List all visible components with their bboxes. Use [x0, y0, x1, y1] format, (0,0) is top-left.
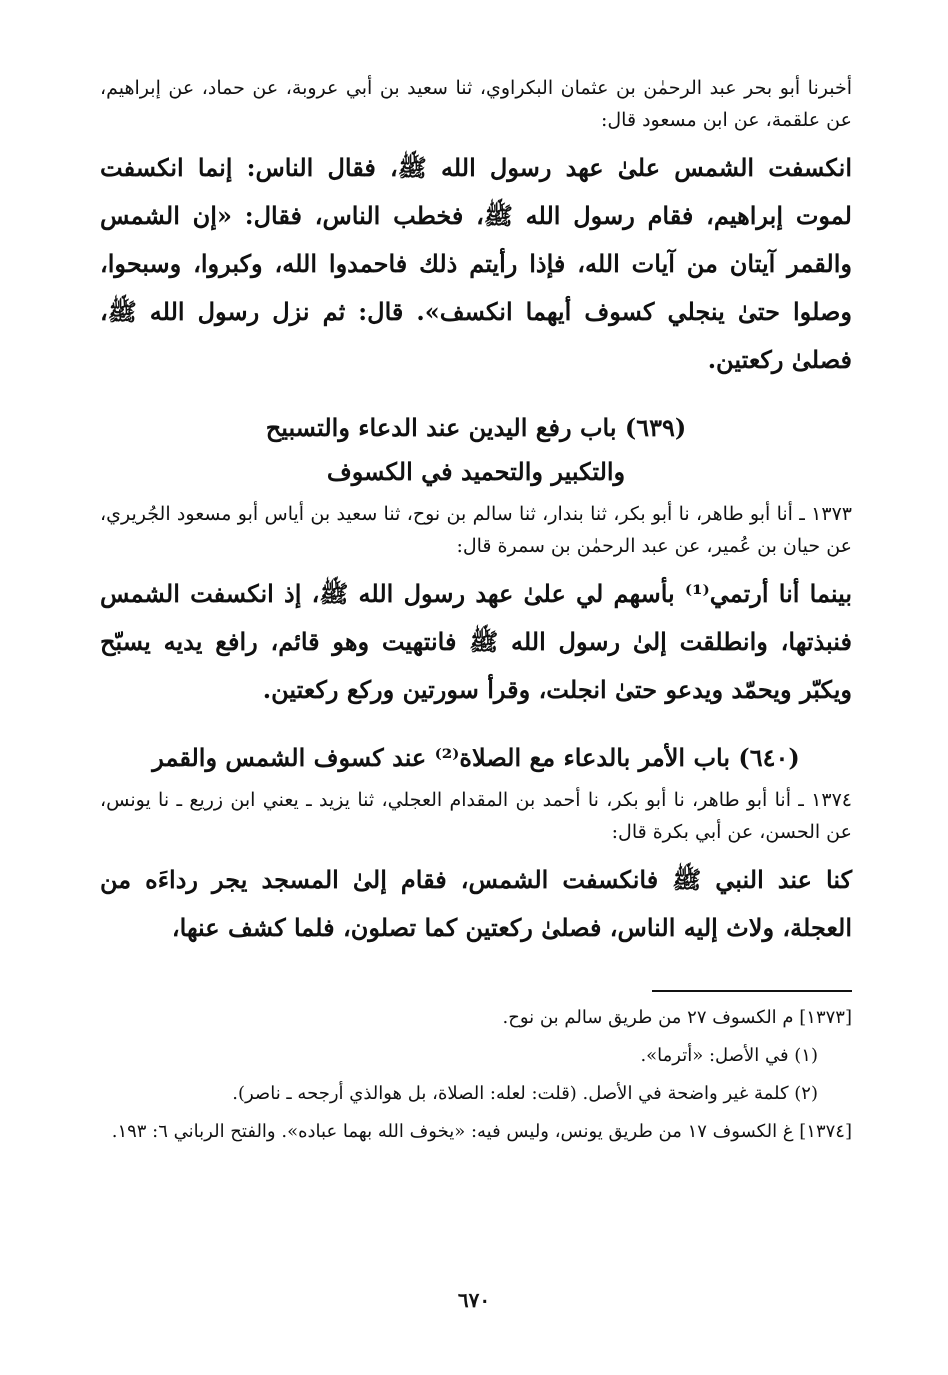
- hadith-1373-matn: بينما أنا أرتمي⁽¹⁾ بأسهم لي علىٰ عهد رسول الله ﷺ، إذ انكسفت الشمس فنبذتها، وانطلقت إلىٰ رسول الله ﷺ فانتهيت وهو قائم، رافع يديه يسبّح ويكبّر ويحمّد ويدعو حتىٰ انجلت، وقرأ سورتين وركع ركعتين.: [100, 579, 852, 704]
- page-number: ٦٧٠: [457, 1288, 491, 1312]
- footnote-2: (٢) كلمة غير واضحة في الأصل. (قلت: لعله: الصلاة، بل هوالذي أرجحه ـ ناصر).: [232, 1083, 818, 1104]
- hadith-1374-isnad: ١٣٧٤ ـ أنا أبو طاهر، نا أبو بكر، نا أحمد بن المقدام العجلي، ثنا يزيد ـ يعني ابن زريع ـ نا يونس، عن الحسن، عن أبي بكرة قال:: [100, 789, 852, 843]
- footnote-ref-1373: [١٣٧٣] م الكسوف ٢٧ من طريق سالم بن نوح.: [502, 1007, 852, 1028]
- book-page: [100, 72, 852, 1154]
- hadith-1373-isnad: ١٣٧٣ ـ أنا أبو طاهر، نا أبو بكر، ثنا بندار، ثنا سالم بن نوح، ثنا سعيد بن أياس أبو مسعود الجُريري، عن حيان بن عُمير، عن عبد الرحمٰن بن سمرة قال:: [100, 503, 852, 557]
- footnote-ref-1374: [١٣٧٤] غ الكسوف ١٧ من طريق يونس، وليس فيه: «يخوف الله بهما عباده». والفتح الرباني ٦: ١٩٣.: [111, 1121, 852, 1142]
- footnote-divider: [652, 990, 852, 992]
- footnote-1: (١) في الأصل: «أترما».: [640, 1045, 818, 1066]
- chapter-640-heading: [100, 736, 852, 780]
- hadith-1374-matn: كنا عند النبي ﷺ فانكسفت الشمس، فقام إلىٰ المسجد يجر رداءَه من العجلة، ولاث إليه الناس، فصلىٰ ركعتين كما تصلون، فلما كشف عنها،: [100, 865, 852, 942]
- chapter-639-title-line1: (٦٣٩) باب رفع اليدين عند الدعاء والتسبيح: [265, 413, 687, 442]
- chapter-639-title-line2: والتكبير والتحميد في الكسوف: [326, 457, 626, 486]
- opening-matn: انكسفت الشمس علىٰ عهد رسول الله ﷺ، فقال الناس: إنما انكسفت لموت إبراهيم، فقام رسول الله ﷺ، فخطب الناس، فقال: «إن الشمس والقمر آيتان من آيات الله، فإذا رأيتم ذلك فاحمدوا الله، وكبروا، وسبحوا، وصلوا حتىٰ ينجلي كسوف أيهما انكسف». قال: ثم نزل رسول الله ﷺ، فصلىٰ ركعتين.: [100, 153, 852, 374]
- chapter-639-heading: [100, 406, 852, 494]
- chapter-640-title: (٦٤٠) باب الأمر بالدعاء مع الصلاة⁽²⁾ عند كسوف الشمس والقمر: [152, 743, 800, 772]
- opening-isnad: أخبرنا أبو بحر عبد الرحمٰن بن عثمان البكراوي، ثنا سعيد بن أبي عروبة، عن حماد، عن إبراهيم، عن علقمة، عن ابن مسعود قال:: [100, 77, 852, 131]
